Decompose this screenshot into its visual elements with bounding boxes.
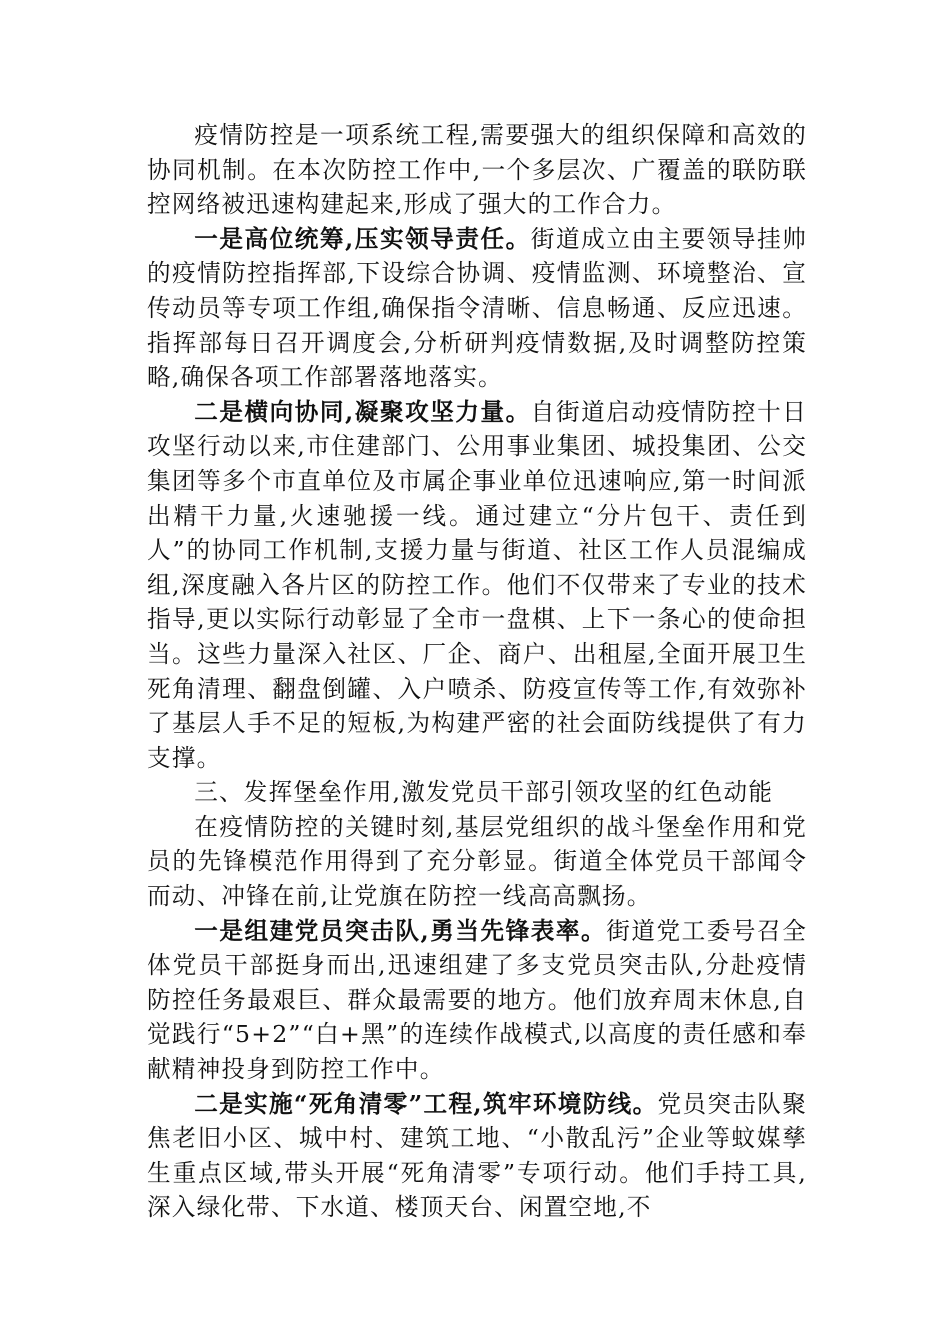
paragraph-lead: 二是实施“死角清零”工程,筑牢环境防线。 [194, 1089, 658, 1118]
document-body [147, 118, 807, 1225]
paragraph-text: 自街道启动疫情防控十日攻坚行动以来,市住建部门、公用事业集团、城投集团、公交集团等多个市直单位及市属企事业单位迅速响应,第一时间派出精干力量,火速驰援一线。通过建立“分片包干、责任到人”的协同工作机制,支援力量与街道、社区工作人员混编成组,深度融入各片区的防控工作。他们不仅带来了专业的技术指导,更以实际行动彰显了全市一盘棋、上下一条心的使命担当。这些力量深入社区、厂企、商户、出租屋,全面开展卫生死角清理、翻盘倒罐、入户喷杀、防疫宣传等工作,有效弥补了基层人手不足的短板,为构建严密的社会面防线提供了有力支撑。 [147, 397, 808, 772]
paragraph-intro [147, 118, 807, 222]
paragraph-high-level-coordination [147, 222, 807, 395]
paragraph-lead: 二是横向协同,凝聚攻坚力量。 [194, 397, 531, 426]
paragraph-text: 在疫情防控的关键时刻,基层党组织的战斗堡垒作用和党员的先锋模范作用得到了充分彰显。街道全体党员干部闻令而动、冲锋在前,让党旗在防控一线高高飘扬。 [147, 812, 807, 911]
paragraph-horizontal-coordination [147, 395, 807, 776]
paragraph-section-intro [147, 810, 807, 914]
paragraph-commando-team [147, 914, 807, 1087]
paragraph-text: 疫情防控是一项系统工程,需要强大的组织保障和高效的协同机制。在本次防控工作中,一个多层次、广覆盖的联防联控网络被迅速构建起来,形成了强大的工作合力。 [147, 121, 807, 219]
section-heading: 三、发挥堡垒作用,激发党员干部引领攻坚的红色动能 [194, 778, 774, 807]
paragraph-lead: 一是组建党员突击队,勇当先锋表率。 [194, 916, 607, 945]
paragraph-text: 街道成立由主要领导挂帅的疫情防控指挥部,下设综合协调、疫情监测、环境整治、宣传动员等专项工作组,确保指令清晰、信息畅通、反应迅速。指挥部每日召开调度会,分析研判疫情数据,及时调整防控策略,确保各项工作部署落地落实。 [147, 224, 808, 392]
paragraph-text: 街道党工委号召全体党员干部挺身而出,迅速组建了多支党员突击队,分赴疫情防控任务最艰巨、群众最需要的地方。他们放弃周末休息,自觉践行“5+2”“白+黑”的连续作战模式,以高度的责任感和奉献精神投身到防控工作中。 [147, 916, 807, 1084]
paragraph-text: 党员突击队聚焦老旧小区、城中村、建筑工地、“小散乱污”企业等蚊媒孳生重点区域,带头开展“死角清零”专项行动。他们手持工具,深入绿化带、下水道、楼顶天台、闲置空地,不 [147, 1089, 807, 1222]
paragraph-dead-corner-clearance [147, 1087, 807, 1225]
paragraph-lead: 一是高位统筹,压实领导责任。 [194, 224, 531, 253]
